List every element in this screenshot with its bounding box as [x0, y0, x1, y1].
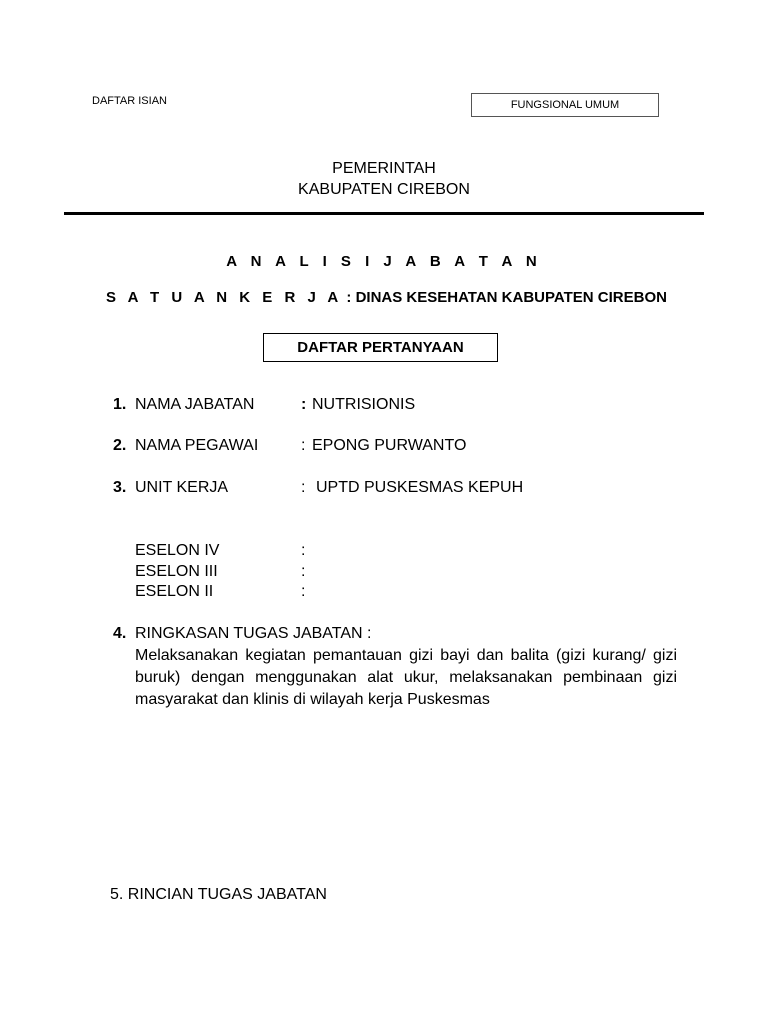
eselon-colon: : [301, 563, 306, 580]
item-number: 3. [113, 479, 127, 496]
summary-label: RINGKASAN TUGAS JABATAN : [135, 625, 372, 642]
work-unit-value: : DINAS KESEHATAN KABUPATEN CIREBON [346, 289, 667, 306]
work-unit-label: S A T U A N K E R J A [106, 289, 343, 306]
section-title-box [263, 333, 498, 362]
header-regency: KABUPATEN CIREBON [298, 181, 470, 198]
item-number: 1. [113, 396, 127, 413]
eselon-label: ESELON II [135, 583, 214, 600]
category-label: FUNGSIONAL UMUM [510, 99, 620, 111]
item-label: NAMA PEGAWAI [135, 437, 259, 454]
header-divider [64, 212, 704, 215]
item-label: NAMA JABATAN [135, 396, 255, 413]
eselon-colon: : [301, 542, 306, 559]
duties-heading: 5. RINCIAN TUGAS JABATAN [110, 886, 327, 903]
section-title: DAFTAR PERTANYAAN [297, 339, 464, 356]
item-colon: : [301, 437, 306, 454]
work-unit-line [106, 289, 667, 306]
item-number: 4. [113, 625, 127, 642]
item-value: EPONG PURWANTO [312, 437, 467, 454]
item-number: 2. [113, 437, 127, 454]
eselon-label: ESELON III [135, 563, 218, 580]
item-colon: : [301, 479, 306, 496]
eselon-label: ESELON IV [135, 542, 220, 559]
category-box [471, 93, 659, 117]
eselon-colon: : [301, 583, 306, 600]
item-value: NUTRISIONIS [312, 396, 416, 413]
form-type-label: DAFTAR ISIAN [92, 95, 167, 107]
item-label: UNIT KERJA [135, 479, 229, 496]
header-government: PEMERINTAH [332, 160, 436, 177]
summary-text: Melaksanakan kegiatan pemantauan gizi bayi dan balita (gizi kurang/ gizi buruk) dengan menggunakan alat ukur, melaksanakan pembinaan gizi masyarakat dan klinis di wilayah kerja Puskesmas [135, 647, 677, 708]
document-title: A N A L I S I J A B A T A N [226, 253, 542, 270]
item-colon: : [301, 396, 307, 413]
item-value: UPTD PUSKESMAS KEPUH [316, 479, 524, 496]
